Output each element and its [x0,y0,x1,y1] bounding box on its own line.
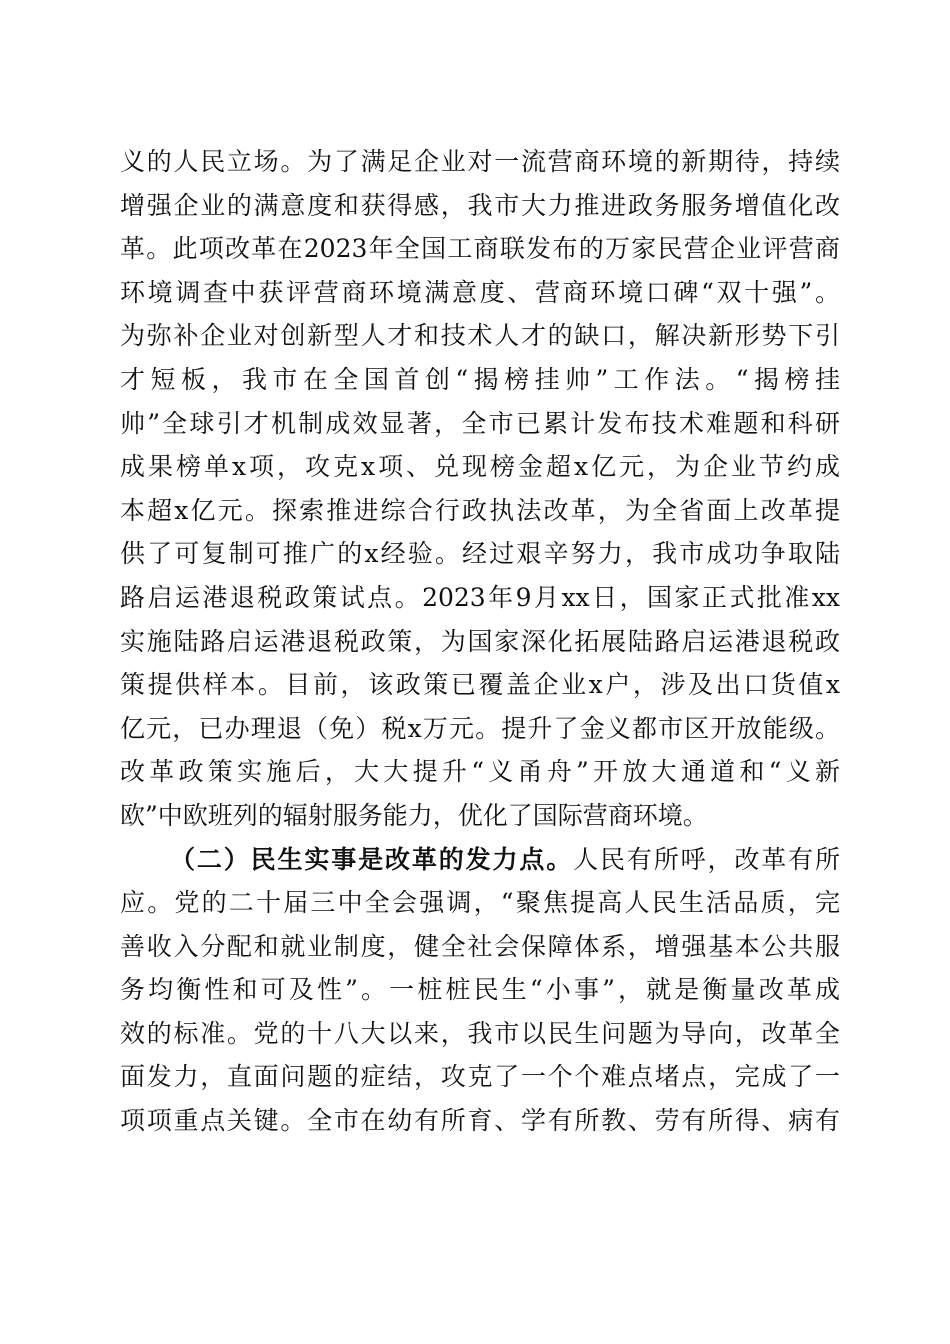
paragraph-line: 环境调查中获评营商环境满意度、营商环境口碑“双十强”。 [120,277,840,307]
section-first-line-text: 人民有所呼，改革有所 [573,844,840,874]
paragraph-line: 欧”中欧班列的辐射服务能力，优化了国际营商环境。 [120,800,708,830]
paragraph-line: 本超x亿元。探索推进综合行政执法改革，为全省面上改革提 [120,495,840,525]
paragraph-line: 供了可复制可推广的x经验。经过艰辛努力，我市成功争取陆 [120,539,840,569]
paragraph-line: 为弥补企业对创新型人才和技术人才的缺口，解决新形势下引 [120,321,840,351]
paragraph-line: 改革政策实施后，大大提升“义甬舟”开放大通道和“义新 [120,757,840,787]
paragraph-line: 务均衡性和可及性”。一桩桩民生“小事”，就是衡量改革成 [120,975,840,1005]
section-heading: （二）民生实事是改革的发力点。 [170,844,574,874]
paragraph-line: 才短板，我市在全国首创“揭榜挂帅”工作法。“揭榜挂 [120,364,840,394]
paragraph-line: 革。此项改革在2023年全国工商联发布的万家民营企业评营商 [120,234,840,264]
paragraph-line: 善收入分配和就业制度，健全社会保障体系，增强基本公共服 [120,931,840,961]
paragraph-line: 面发力，直面问题的症结，攻克了一个个难点堵点，完成了一 [120,1062,840,1092]
paragraph-line: 项项重点关键。全市在幼有所育、学有所教、劳有所得、病有 [120,1106,840,1136]
section-first-line [120,838,840,882]
paragraph-line: 实施陆路启运港退税政策，为国家深化拓展陆路启运港退税政 [120,626,840,656]
paragraph-line: 路启运港退税政策试点。2023年9月xx日，国家正式批准xx [120,582,840,612]
paragraph-line: 亿元，已办理退（免）税x万元。提升了金义都市区开放能级。 [120,713,840,743]
paragraph-line: 效的标准。党的十八大以来，我市以民生问题为导向，改革全 [120,1018,840,1048]
paragraph-line: 增强企业的满意度和获得感，我市大力推进政务服务增值化改 [120,190,840,220]
body-text [120,140,840,1143]
paragraph-line: 应。党的二十届三中全会强调，“聚焦提高人民生活品质，完 [120,888,840,918]
paragraph-line: 帅”全球引才机制成效显著，全市已累计发布技术难题和科研 [120,408,840,438]
paragraph-line: 策提供样本。目前，该政策已覆盖企业x户，涉及出口货值x [120,670,840,700]
paragraph-line: 成果榜单x项，攻克x项、兑现榜金超x亿元，为企业节约成 [120,452,840,482]
paragraph-line: 义的人民立场。为了满足企业对一流营商环境的新期待，持续 [120,147,840,176]
